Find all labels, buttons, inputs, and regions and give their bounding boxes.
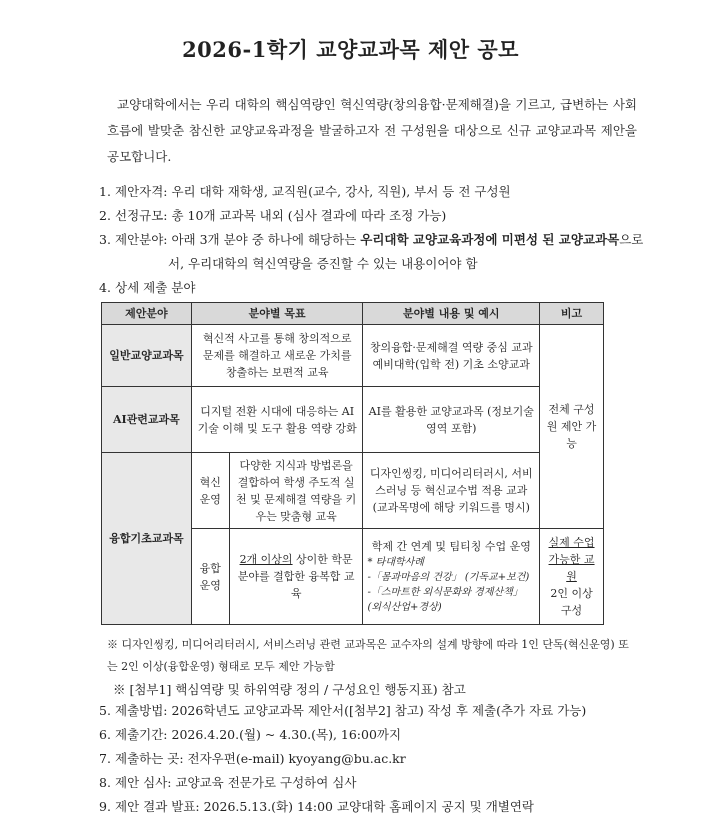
goal-conv: 2개 이상의 상이한 학문 분야를 결합한 융복합 교육	[229, 529, 363, 625]
header-goal: 분야별 목표	[191, 303, 363, 325]
table-row	[102, 387, 604, 453]
sub-conv: 융합 운영	[191, 529, 229, 625]
header-content: 분야별 내용 및 예시	[363, 303, 540, 325]
cat-ai: AI관련교과목	[102, 387, 192, 453]
goal-innov: 다양한 지식과 방법론을 결합하여 학생 주도적 실천 및 문제해결 역량을 키우는 맞춤형 교육	[229, 453, 363, 529]
header-field: 제안분야	[102, 303, 192, 325]
note-conv: 실제 수업 가능한 교원 2인 이상 구성	[540, 529, 604, 625]
header-note: 비고	[540, 303, 604, 325]
item-review: 8. 제안 심사: 교양교육 전문가로 구성하여 심사	[99, 775, 357, 790]
item-eligibility: 1. 제안자격: 우리 대학 재학생, 교직원(교수, 강사, 직원), 부서 등 전 구성원	[99, 184, 511, 199]
item-scale: 2. 선정규모: 총 10개 교과목 내외 (심사 결과에 따라 조정 가능)	[99, 208, 447, 223]
item-method: 5. 제출방법: 2026학년도 교양교과목 제안서([첨부2] 참고) 작성 후 제출(추가 자료 가능)	[99, 703, 587, 718]
cat-general: 일반교양교과목	[102, 325, 192, 387]
intro-paragraph: 교양대학에서는 우리 대학의 핵심역량인 혁신역량(창의융합·문제해결)을 기르고, 급변하는 사회 흐름에 발맞춘 참신한 교양교육과정을 발굴하고자 전 구성원을 대상으로 신규 교양교과목 제안을 공모합니다.	[107, 97, 637, 164]
item-field: 3. 제안분야: 아래 3개 분야 중 하나에 해당하는 우리대학 교양교육과정에 미편성 된 교양교과목으로 서, 우리대학의 혁신역량을 증진할 수 있는 내용이어야 함	[99, 232, 644, 271]
item-where: 7. 제출하는 곳: 전자우편(e-mail) kyoyang@bu.ac.kr	[99, 751, 406, 766]
note-attachment: ※ [첨부1] 핵심역량 및 하위역량 정의 / 구성요인 행동지표) 참고	[113, 682, 466, 697]
content-conv: 학제 간 연계 및 팀티칭 수업 운영 * 타대학사례 -「몸과마음의 건강」 (기독교+보건) -「스마트한 외식문화와 경제산책」 (외식산업+경상)	[363, 529, 540, 625]
page-title: 2026-1학기 교양교과목 제안 공모	[182, 37, 519, 62]
submission-field-table	[101, 302, 604, 625]
note-fusion-types: ※ 디자인씽킹, 미디어리터러시, 서비스러닝 관련 교과목은 교수자의 설계 방향에 따라 1인 단독(혁신운영) 또는 2인 이상(융합운영) 형태로 모두 제안 가능함	[107, 638, 629, 673]
note-common: 전체 구성원 제안 가능	[540, 325, 604, 529]
goal-ai: 디지털 전환 시대에 대응하는 AI 기술 이해 및 도구 활용 역량 강화	[191, 387, 363, 453]
cat-fusion: 융합기초교과목	[102, 453, 192, 625]
sub-innov: 혁신 운영	[191, 453, 229, 529]
item-detail: 4. 상세 제출 분야	[99, 280, 196, 295]
goal-general: 혁신적 사고를 통해 창의적으로 문제를 해결하고 새로운 가치를 창출하는 보편적 교육	[191, 325, 363, 387]
content-innov: 디자인씽킹, 미디어리터러시, 서비스러닝 등 혁신교수법 적용 교과 (교과목명에 해당 키워드를 명시)	[363, 453, 540, 529]
item-period: 6. 제출기간: 2026.4.20.(월) ~ 4.30.(목), 16:00까지	[99, 727, 402, 742]
table-header-row	[102, 303, 604, 325]
table-row	[102, 325, 604, 387]
content-ai: AI를 활용한 교양교과목 (정보기술 영역 포함)	[363, 387, 540, 453]
table-row	[102, 453, 604, 529]
item-result: 9. 제안 결과 발표: 2026.5.13.(화) 14:00 교양대학 홈페이지 공지 및 개별연락	[99, 799, 534, 814]
content-general: 창의융합·문제해결 역량 중심 교과 예비대학(입학 전) 기초 소양교과	[363, 325, 540, 387]
